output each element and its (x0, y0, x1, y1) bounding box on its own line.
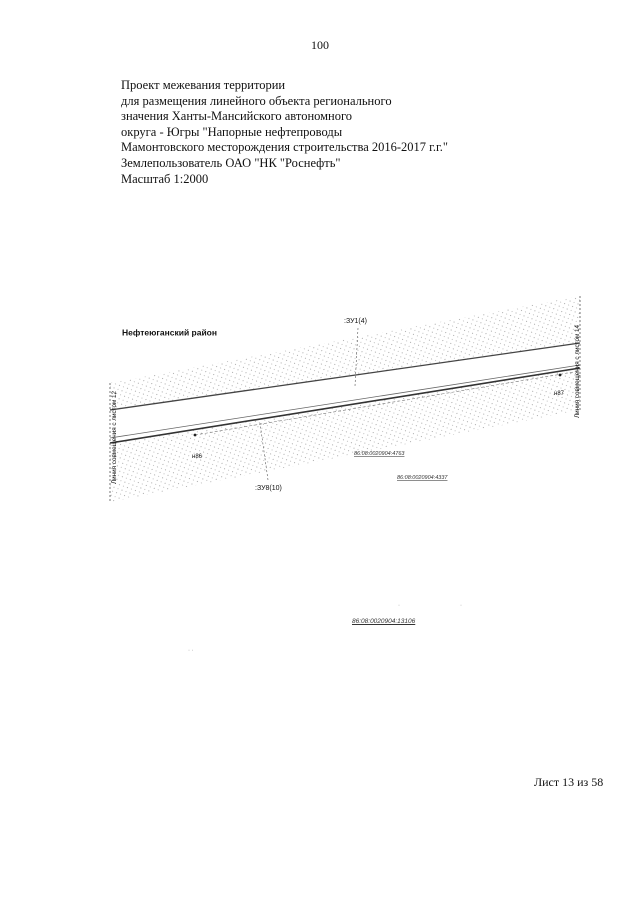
header-line: Землепользователь ОАО "НК "Роснефть" (121, 155, 341, 170)
point-label-n86: н86 (192, 454, 202, 460)
boundary-point-n86 (194, 434, 197, 437)
header-line: для размещения линейного объекта регионального (121, 93, 392, 108)
match-line-left-label: Линия совмещения с листом 12 (111, 390, 118, 484)
map-drawing (100, 288, 600, 528)
scan-speck: · · (188, 648, 194, 654)
header-line: значения Ханты-Мансийского автономного (121, 109, 353, 124)
header-line: Мамонтовского месторождения строительства 2016-2017 г.г." (121, 140, 448, 155)
parcel-label-zu1: :ЗУ1(4) (344, 318, 367, 325)
cadastral-label-3: 86:08:0020904:13106 (352, 618, 416, 625)
cadastral-label-2: 86:08:0020904:4337 (397, 475, 448, 481)
sheet-number: Лист 13 из 58 (534, 775, 604, 789)
scan-speck: · (398, 603, 400, 609)
match-line-right-label: Линия совмещения с листом 14 (574, 324, 581, 418)
scan-speck: · (460, 603, 462, 609)
cadastral-label-1: 86:08:0020904:4763 (354, 451, 405, 457)
page-number: 100 (311, 38, 329, 52)
parcel-label-zu8: :ЗУ8(10) (255, 485, 282, 492)
header-line: Масштаб 1:2000 (121, 171, 209, 186)
district-label: Нефтеюганский район (122, 327, 218, 338)
boundary-point-n87 (559, 374, 562, 377)
survey-map (100, 288, 600, 528)
header-line: округа - Югры "Напорные нефтепроводы (121, 124, 343, 139)
document-header (121, 78, 448, 187)
header-line: Проект межевания территории (121, 78, 286, 92)
point-label-n87: н87 (554, 391, 564, 397)
